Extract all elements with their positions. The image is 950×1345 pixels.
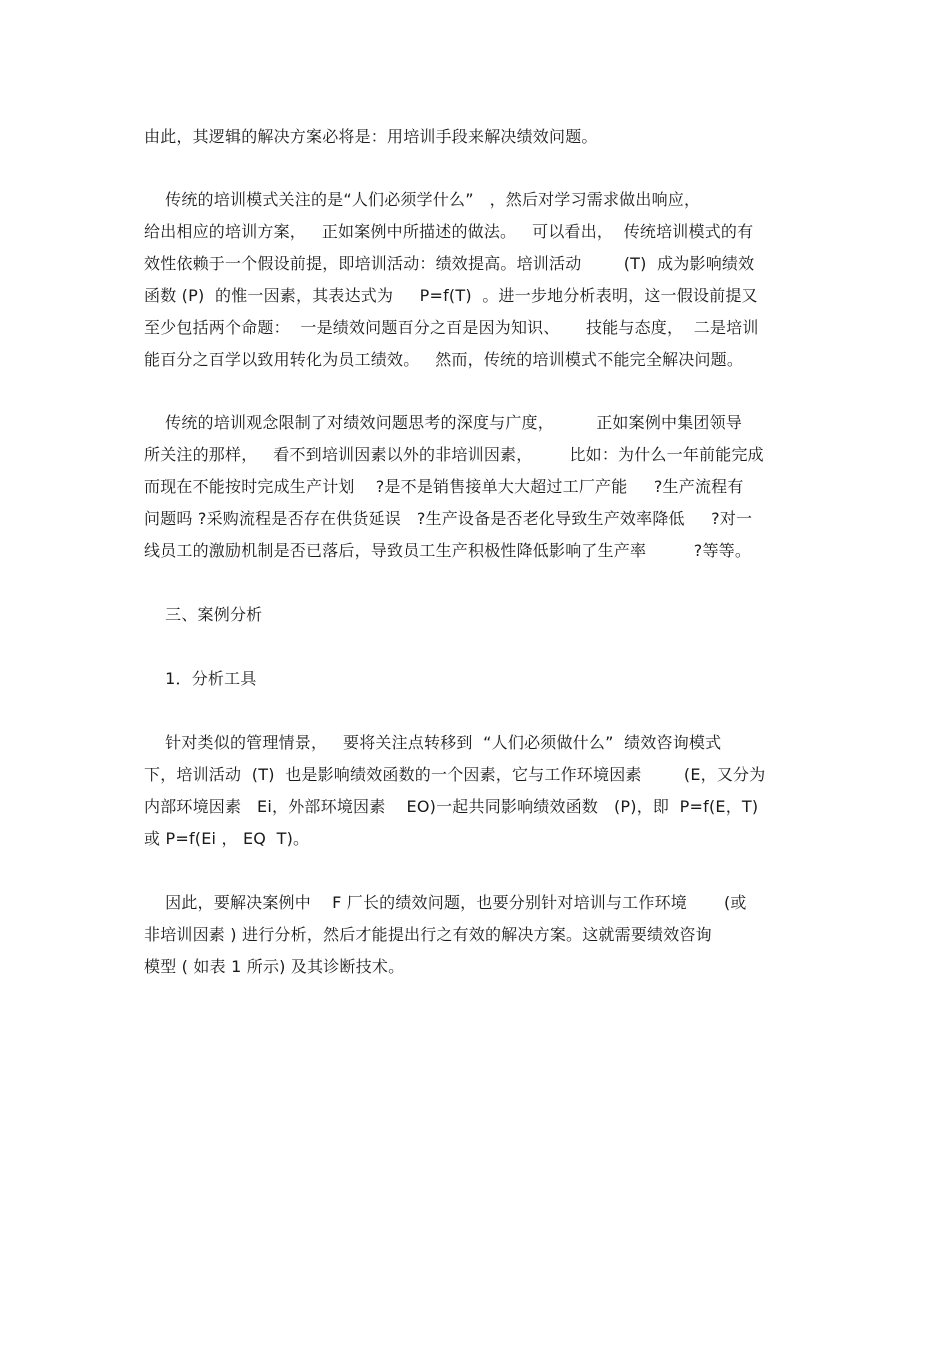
section-heading-3: 三、案例分析: [144, 605, 263, 624]
paragraph-3-line-5: 线员工的激励机制是否已落后，导致员工生产积极性降低影响了生产率 ?等等。: [144, 541, 752, 560]
paragraph-6-line-1: 针对类似的管理情景， 要将关注点转移到 “人们必须做什么” 绩效咨询模式: [144, 733, 722, 752]
paragraph-1-line-1: 由此，其逻辑的解决方案必将是：用培训手段来解决绩效问题。: [144, 127, 598, 146]
paragraph-2-line-5: 至少包括两个命题： 一是绩效问题百分之百是因为知识、 技能与态度， 二是培训: [144, 318, 759, 337]
paragraph-3-line-4: 问题吗 ?采购流程是否存在供货延误 ?生产设备是否老化导致生产效率降低 ?对一: [144, 509, 753, 528]
paragraph-3-line-2: 所关注的那样， 看不到培训因素以外的非培训因素， 比如：为什么一年前能完成: [144, 445, 764, 464]
paragraph-2-line-2: 给出相应的培训方案， 正如案例中所描述的做法。 可以看出， 传统培训模式的有: [144, 222, 754, 241]
paragraph-7-line-3: 模型 ( 如表 1 所示) 及其诊断技术。: [144, 957, 405, 976]
paragraph-3-line-3: 而现在不能按时完成生产计划 ?是不是销售接单大大超过工厂产能 ?生产流程有: [144, 477, 744, 496]
paragraph-2-line-1: 传统的培训模式关注的是“人们必须学什么” ，然后对学习需求做出响应，: [144, 190, 701, 209]
paragraph-2-line-6: 能百分之百学以致用转化为员工绩效。 然而，传统的培训模式不能完全解决问题。: [144, 350, 744, 369]
paragraph-6-line-4: 或 P=f(Ei ， EQ T)。: [144, 829, 310, 848]
paragraph-2-line-3: 效性依赖于一个假设前提，即培训活动：绩效提高。培训活动 (T) 成为影响绩效: [144, 254, 755, 273]
paragraph-6-line-3: 内部环境因素 Ei，外部环境因素 EO)一起共同影响绩效函数 (P)，即 P=f(E，T): [144, 797, 759, 816]
paragraph-3-line-1: 传统的培训观念限制了对绩效问题思考的深度与广度， 正如案例中集团领导: [144, 413, 743, 432]
paragraph-7-line-2: 非培训因素 ) 进行分析，然后才能提出行之有效的解决方案。这就需要绩效咨询: [144, 925, 712, 944]
subsection-heading-1: 1．分析工具: [144, 669, 257, 688]
paragraph-6-line-2: 下，培训活动 (T) 也是影响绩效函数的一个因素，它与工作环境因素 (E，又分为: [144, 765, 766, 784]
paragraph-2-line-4: 函数 (P) 的惟一因素，其表达式为 P=f(T) 。进一步地分析表明，这一假设前提又: [144, 286, 758, 305]
paragraph-7-line-1: 因此，要解决案例中 F 厂长的绩效问题，也要分别针对培训与工作环境 (或: [144, 893, 747, 912]
